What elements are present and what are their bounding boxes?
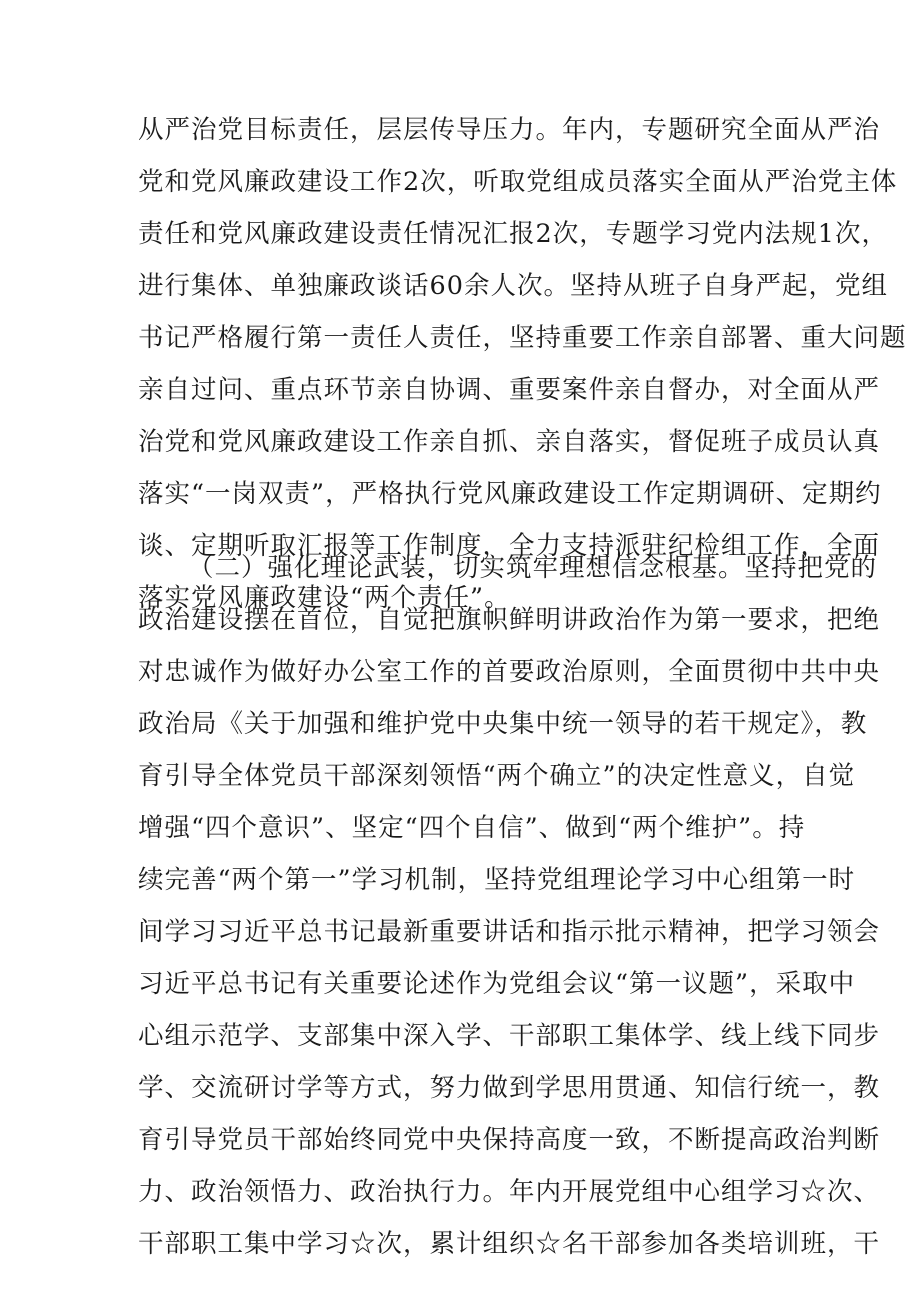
paragraph-line: 亲自过问、重点环节亲自协调、重要案件亲自督办，对全面从严 <box>138 375 881 405</box>
paragraph-line: 心组示范学、支部集中深入学、干部职工集体学、线上线下同步 <box>138 1021 881 1051</box>
paragraph-line: 治党和党风廉政建设工作亲自抓、亲自落实，督促班子成员认真 <box>138 427 881 457</box>
paragraph-line: 习近平总书记有关重要论述作为党组会议“第一议题”，采取中 <box>138 969 856 999</box>
paragraph-line: 力、政治领悟力、政治执行力。年内开展党组中心组学习☆次、 <box>138 1177 881 1207</box>
paragraph-line: 间学习习近平总书记最新重要讲话和指示批示精神，把学习领会 <box>138 917 881 947</box>
paragraph-line: 进行集体、单独廉政谈话60余人次。坚持从班子自身严起，党组 <box>138 271 888 301</box>
paragraph-line: 续完善“两个第一”学习机制，坚持党组理论学习中心组第一时 <box>138 865 856 895</box>
paragraph-line: 育引导党员干部始终同党中央保持高度一致，不断提高政治判断 <box>138 1125 881 1155</box>
paragraph-line: 增强“四个意识”、坚定“四个自信”、做到“两个维护”。持 <box>138 813 806 843</box>
paragraph-line: 对忠诚作为做好办公室工作的首要政治原则，全面贯彻中共中央 <box>138 657 881 687</box>
paragraph-line: 政治局《关于加强和维护党中央集中统一领导的若干规定》，教 <box>138 709 868 739</box>
paragraph-line: 从严治党目标责任，层层传导压力。年内，专题研究全面从严治 <box>138 115 881 145</box>
paragraph-line: 育引导全体党员干部深刻领悟“两个确立”的决定性意义，自觉 <box>138 761 856 791</box>
paragraph-line: 党和党风廉政建设工作2次，听取党组成员落实全面从严治党主体 <box>138 167 898 197</box>
paragraph-line: 谈、定期听取汇报等工作制度，全力支持派驻纪检组工作，全面 <box>138 531 881 561</box>
paragraph-line: 政治建设摆在首位，自觉把旗帜鲜明讲政治作为第一要求，把绝 <box>138 605 881 635</box>
paragraph-line: 责任和党风廉政建设责任情况汇报2次，专题学习党内法规1次， <box>138 219 888 249</box>
paragraph-line: 干部职工集中学习☆次，累计组织☆名干部参加各类培训班，干 <box>138 1229 881 1259</box>
section-heading-line: （二）强化理论武装，切实筑牢理想信念根基。坚持把党的 <box>188 553 878 583</box>
paragraph-line: 落实党风廉政建设“两个责任”。 <box>138 583 511 613</box>
paragraph-2 <box>138 542 881 1270</box>
paragraph-line: 书记严格履行第一责任人责任，坚持重要工作亲自部署、重大问题 <box>138 323 907 353</box>
paragraph-line: 学、交流研讨学等方式，努力做到学思用贯通、知信行统一，教 <box>138 1073 881 1103</box>
paragraph-line: 落实“一岗双责”，严格执行党风廉政建设工作定期调研、定期约 <box>138 479 882 509</box>
